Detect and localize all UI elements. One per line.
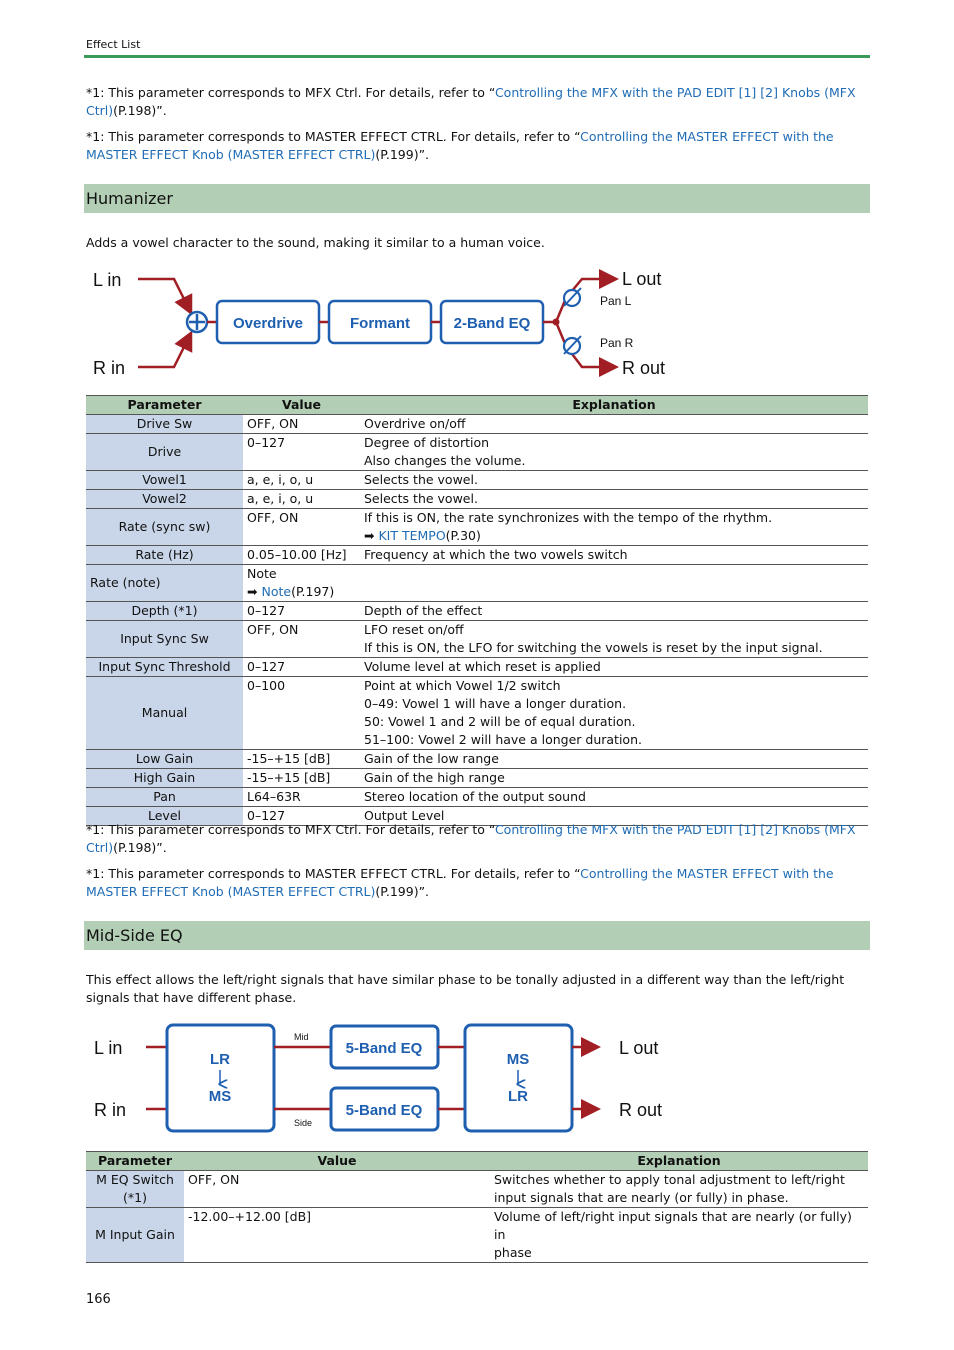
section-bar-humanizer — [84, 184, 870, 213]
cell-line: Gain of the high range — [364, 770, 505, 785]
box2-ms: MS — [506, 1051, 530, 1068]
reference-link[interactable]: Note — [261, 584, 292, 599]
cell-line: a, e, i, o, u — [247, 472, 314, 487]
parameter-value — [243, 788, 360, 807]
box1-ms: MS — [208, 1088, 232, 1105]
parameter-explanation — [360, 621, 868, 658]
table-row — [86, 788, 868, 807]
parameter-name: Low Gain — [86, 750, 243, 769]
header-rule — [84, 55, 870, 58]
diagram-l-in: L in — [93, 270, 122, 290]
cell-line: 0–127 — [247, 659, 286, 674]
humanizer-description: Adds a vowel character to the sound, making it similar to a human voice. — [86, 235, 545, 250]
cell-line: If this is ON, the LFO for switching the vowels is reset by the input signal. — [364, 640, 823, 655]
cell-line: OFF, ON — [188, 1172, 240, 1187]
parameter-explanation — [360, 434, 868, 471]
parameter-explanation — [360, 509, 868, 546]
table-row — [86, 434, 868, 471]
parameter-value — [243, 621, 360, 658]
parameter-explanation — [360, 471, 868, 490]
link-master-effect-ctrl[interactable]: Controlling the MASTER EFFECT with the MASTER EFFECT Knob (MASTER EFFECT CTRL) — [86, 129, 834, 162]
cell-line: -15–+15 [dB] — [247, 751, 331, 766]
midside-description: This effect allows the left/right signals that have similar phase to be tonally adjusted in a different way than the left/right signals that have different phase. — [86, 972, 845, 1005]
parameter-explanation — [360, 750, 868, 769]
parameter-value — [243, 750, 360, 769]
table-row — [86, 602, 868, 621]
cell-line: Gain of the low range — [364, 751, 499, 766]
footnote-master-mid: *1: This parameter corresponds to MASTER EFFECT CTRL. For details, refer to “Controlling the MASTER EFFECT with the MASTER EFFECT Knob (MASTER EFFECT CTRL)(P.199)”. — [86, 866, 834, 899]
table-row — [86, 471, 868, 490]
parameter-value — [243, 546, 360, 565]
diagram-mid-label: Mid — [294, 1032, 309, 1042]
cell-line: Point at which Vowel 1/2 switch — [364, 678, 561, 693]
parameter-name: Vowel1 — [86, 471, 243, 490]
table-row — [86, 658, 868, 677]
cell-line: OFF, ON — [247, 622, 299, 637]
parameter-name — [86, 1208, 184, 1263]
cross-reference — [247, 583, 356, 601]
table-row — [86, 565, 868, 602]
cell-line: 0–127 — [247, 603, 286, 618]
cell-line: Volume level at which reset is applied — [364, 659, 601, 674]
cell-line: -15–+15 [dB] — [247, 770, 331, 785]
cell-line: 0–127 — [247, 435, 286, 450]
diagram-r-in: R in — [93, 358, 126, 378]
parameter-name: Depth (*1) — [86, 602, 243, 621]
table-row — [86, 1208, 868, 1263]
cell-line: Output Level — [364, 808, 445, 823]
parameter-explanation — [490, 1208, 868, 1263]
parameter-name: Pan — [86, 788, 243, 807]
parameter-value — [184, 1171, 490, 1208]
cell-line: Selects the vowel. — [364, 491, 478, 506]
parameter-explanation — [360, 490, 868, 509]
block-5band-eq-side: 5-Band EQ — [345, 1102, 423, 1119]
cell-line: Switches whether to apply tonal adjustment to left/right — [494, 1172, 845, 1187]
col-header-value: Value — [184, 1152, 490, 1171]
cell-line: 0.05–10.00 [Hz] — [247, 547, 347, 562]
arrow-right-icon: ➡ — [364, 528, 375, 543]
cell-line: If this is ON, the rate synchronizes with the tempo of the rhythm. — [364, 510, 773, 525]
footnote-master-top: *1: This parameter corresponds to MASTER EFFECT CTRL. For details, refer to “Controlling the MASTER EFFECT with the MASTER EFFECT Knob (MASTER EFFECT CTRL)(P.199)”. — [86, 129, 834, 162]
parameter-name: Input Sync Sw — [86, 621, 243, 658]
midside-parameter-table — [86, 1151, 868, 1263]
cell-line: (*1) — [123, 1190, 147, 1205]
diagram-r-in: R in — [94, 1100, 127, 1120]
parameter-value — [243, 490, 360, 509]
link-master-effect-ctrl[interactable]: Controlling the MASTER EFFECT with the MASTER EFFECT Knob (MASTER EFFECT CTRL) — [86, 866, 834, 899]
col-header-value: Value — [243, 396, 360, 415]
cell-line: Volume of left/right input signals that are nearly (or fully) in — [494, 1209, 852, 1242]
running-header: Effect List — [86, 38, 141, 51]
block-2band-eq: 2-Band EQ — [453, 315, 531, 332]
diagram-side-label: Side — [294, 1118, 313, 1128]
page-number: 166 — [86, 1292, 111, 1307]
cell-line: Selects the vowel. — [364, 472, 478, 487]
cell-line: Frequency at which the two vowels switch — [364, 547, 628, 562]
diagram-r-out: R out — [622, 358, 666, 378]
parameter-explanation — [360, 677, 868, 750]
parameter-name — [86, 1171, 184, 1208]
parameter-value — [243, 509, 360, 546]
parameter-value — [243, 658, 360, 677]
parameter-name: Manual — [86, 677, 243, 750]
footnote-mfx-mid: *1: This parameter corresponds to MFX Ctrl. For details, refer to “Controlling the MFX with the PAD EDIT [1] [2] Knobs (MFX Ctrl)(P.198)”. — [86, 822, 856, 855]
link-mfx-ctrl[interactable]: Controlling the MFX with the PAD EDIT [1] [2] Knobs (MFX Ctrl) — [86, 85, 856, 118]
cell-line: L64–63R — [247, 789, 301, 804]
section-title-humanizer: Humanizer — [86, 189, 173, 208]
parameter-explanation — [360, 602, 868, 621]
parameter-value — [243, 565, 360, 602]
parameter-name: Level — [86, 807, 243, 826]
humanizer-signal-diagram — [84, 262, 684, 384]
parameter-explanation — [360, 565, 868, 602]
table-row — [86, 677, 868, 750]
parameter-explanation — [360, 546, 868, 565]
cell-line: Depth of the effect — [364, 603, 483, 618]
parameter-explanation — [490, 1171, 868, 1208]
cell-line: Also changes the volume. — [364, 453, 526, 468]
cell-line: Stereo location of the output sound — [364, 789, 586, 804]
parameter-explanation — [360, 769, 868, 788]
section-bar-midside — [84, 921, 870, 950]
block-formant: Formant — [350, 315, 410, 332]
cross-reference — [364, 527, 864, 545]
page-ref: (P.197) — [291, 584, 335, 599]
block-overdrive: Overdrive — [232, 315, 304, 332]
table-row — [86, 546, 868, 565]
humanizer-parameter-table — [86, 395, 868, 826]
parameter-value — [243, 434, 360, 471]
col-header-explanation: Explanation — [490, 1152, 868, 1171]
cell-line: 0–100 — [247, 678, 286, 693]
parameter-value — [184, 1208, 490, 1263]
table-header-row — [86, 396, 868, 415]
cell-line: OFF, ON — [247, 510, 299, 525]
cell-line: 50: Vowel 1 and 2 will be of equal duration. — [364, 714, 636, 729]
cell-line: 0–127 — [247, 808, 286, 823]
parameter-name: Vowel2 — [86, 490, 243, 509]
diagram-r-out: R out — [619, 1100, 663, 1120]
page-ref: (P.30) — [445, 528, 481, 543]
arrow-right-icon: ➡ — [247, 584, 258, 599]
diagram-l-in: L in — [94, 1038, 123, 1058]
reference-link[interactable]: KIT TEMPO — [378, 528, 446, 543]
table-row — [86, 1171, 868, 1208]
table-row — [86, 415, 868, 434]
cell-line: OFF, ON — [247, 416, 299, 431]
parameter-name: Rate (Hz) — [86, 546, 243, 565]
section-title-midside: Mid-Side EQ — [86, 926, 183, 945]
cell-line: LFO reset on/off — [364, 622, 464, 637]
col-header-explanation: Explanation — [360, 396, 868, 415]
diagram-pan-r: Pan R — [600, 336, 634, 350]
diagram-l-out: L out — [619, 1038, 659, 1058]
col-header-parameter: Parameter — [86, 1152, 184, 1171]
cell-line: M Input Gain — [95, 1227, 175, 1242]
footnote-mfx-top: *1: This parameter corresponds to MFX Ctrl. For details, refer to “Controlling the MFX with the PAD EDIT [1] [2] Knobs (MFX Ctrl)(P.198)”. — [86, 85, 856, 118]
cell-line: Degree of distortion — [364, 435, 490, 450]
parameter-value — [243, 602, 360, 621]
box1-lr: LR — [210, 1051, 230, 1068]
parameter-name: Drive — [86, 434, 243, 471]
parameter-value — [243, 471, 360, 490]
parameter-name: Rate (note) — [86, 565, 243, 602]
cell-line: 0–49: Vowel 1 will have a longer duration. — [364, 696, 627, 711]
parameter-value — [243, 677, 360, 750]
cell-line: Note — [247, 566, 277, 581]
box2-lr: LR — [508, 1088, 528, 1105]
table-row — [86, 490, 868, 509]
parameter-name: Input Sync Threshold — [86, 658, 243, 677]
cell-line: a, e, i, o, u — [247, 491, 314, 506]
cell-line: M EQ Switch — [96, 1172, 174, 1187]
cell-line: input signals that are nearly (or fully) in phase. — [494, 1190, 789, 1205]
diagram-l-out: L out — [622, 269, 662, 289]
table-row — [86, 509, 868, 546]
cell-line: -12.00–+12.00 [dB] — [188, 1209, 312, 1224]
cell-line: Overdrive on/off — [364, 416, 466, 431]
cell-line: 51–100: Vowel 2 will have a longer duration. — [364, 732, 642, 747]
parameter-value — [243, 415, 360, 434]
parameter-explanation — [360, 788, 868, 807]
parameter-name: Rate (sync sw) — [86, 509, 243, 546]
link-mfx-ctrl[interactable]: Controlling the MFX with the PAD EDIT [1] [2] Knobs (MFX Ctrl) — [86, 822, 856, 855]
col-header-parameter: Parameter — [86, 396, 243, 415]
table-row — [86, 621, 868, 658]
parameter-name: High Gain — [86, 769, 243, 788]
parameter-value — [243, 769, 360, 788]
table-row — [86, 750, 868, 769]
table-header-row — [86, 1152, 868, 1171]
diagram-pan-l: Pan L — [600, 294, 632, 308]
cell-line: phase — [494, 1245, 532, 1260]
midside-signal-diagram — [84, 1020, 684, 1138]
parameter-explanation — [360, 415, 868, 434]
block-5band-eq-mid: 5-Band EQ — [345, 1040, 423, 1057]
parameter-explanation — [360, 658, 868, 677]
table-row — [86, 769, 868, 788]
parameter-name: Drive Sw — [86, 415, 243, 434]
